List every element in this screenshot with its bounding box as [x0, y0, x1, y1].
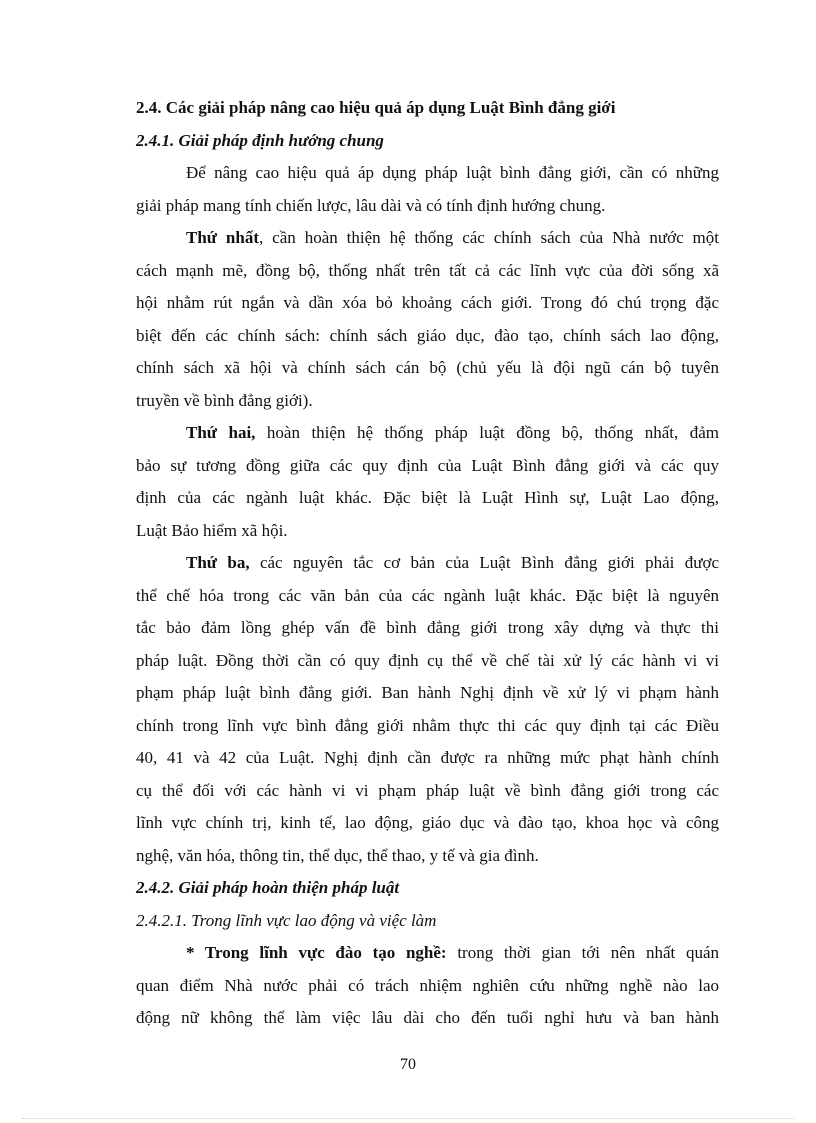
paragraph-line: phạm pháp luật bình đẳng giới. Ban hành Nghị định về xử lý vi phạm hành	[136, 683, 719, 702]
paragraph-line: quan điểm Nhà nước phải có trách nhiệm nghiên cứu những nghề nào lao	[136, 975, 719, 995]
paragraph-line: giải pháp mang tính chiến lược, lâu dài và có tính định hướng chung.	[136, 195, 606, 215]
document-page	[136, 92, 719, 1035]
training-paragraph	[136, 937, 719, 1035]
paragraph-line	[136, 937, 719, 970]
paragraph-line: biệt đến các chính sách: chính sách giáo dục, đào tạo, chính sách lao động,	[136, 325, 719, 345]
second-point-paragraph	[136, 417, 719, 547]
third-point-text: các nguyên tắc cơ bản của Luật Bình đẳng giới phải được	[249, 553, 719, 572]
paragraph-line: tắc bảo đảm lồng ghép vấn đề bình đẳng giới trong xây dựng và thực thi	[136, 618, 719, 637]
third-point-paragraph	[136, 547, 719, 872]
paragraph-line: 40, 41 và 42 của Luật. Nghị định cần được ra những mức phạt hành chính	[136, 748, 719, 767]
first-point-paragraph	[136, 222, 719, 417]
paragraph-line: Để nâng cao hiệu quả áp dụng pháp luật bình đẳng giới, cần có những	[186, 163, 719, 182]
training-lead: * Trong lĩnh vực đào tạo nghề:	[186, 943, 447, 962]
paragraph-line	[136, 547, 719, 580]
paragraph-line: cách mạnh mẽ, đồng bộ, thống nhất trên tất cả các lĩnh vực của đời sống xã	[136, 260, 719, 280]
subsubsection-heading-2-4-2-1: 2.4.2.1. Trong lĩnh vực lao động và việc làm	[136, 910, 437, 930]
first-point-lead: Thứ nhất	[186, 228, 259, 247]
page-bottom-divider	[22, 1118, 794, 1119]
page-number: 70	[400, 1056, 416, 1073]
paragraph-line: Luật Bảo hiểm xã hội.	[136, 520, 288, 540]
paragraph-line: truyền về bình đẳng giới).	[136, 390, 313, 410]
training-text: trong thời gian tới nên nhất quán	[446, 943, 719, 962]
paragraph-line: bảo sự tương đồng giữa các quy định của Luật Bình đẳng giới và các quy	[136, 455, 719, 475]
subsection-heading-2-4-2: 2.4.2. Giải pháp hoàn thiện pháp luật	[136, 878, 400, 897]
paragraph-line: chính trong lĩnh vực bình đẳng giới nhằm thực thi các quy định tại các Điều	[136, 715, 719, 735]
intro-paragraph	[136, 157, 719, 222]
paragraph-line: nghệ, văn hóa, thông tin, thể dục, thể thao, y tế và gia đình.	[136, 845, 539, 865]
paragraph-line: chính sách xã hội và chính sách cán bộ (chủ yếu là đội ngũ cán bộ tuyên	[136, 358, 719, 377]
paragraph-line: thể chế hóa trong các văn bản của các ngành luật khác. Đặc biệt là nguyên	[136, 585, 719, 605]
section-heading-2-4: 2.4. Các giải pháp nâng cao hiệu quả áp dụng Luật Bình đẳng giới	[136, 98, 616, 117]
third-point-lead: Thứ ba,	[186, 553, 250, 572]
paragraph-line: định của các ngành luật khác. Đặc biệt là Luật Hình sự, Luật Lao động,	[136, 488, 719, 507]
paragraph-line: pháp luật. Đồng thời cần có quy định cụ thể về chế tài xử lý các hành vi vi	[136, 650, 719, 670]
paragraph-line	[136, 222, 719, 255]
paragraph-line: hội nhằm rút ngắn và dần xóa bỏ khoảng cách giới. Trong đó chú trọng đặc	[136, 293, 719, 312]
paragraph-line: lĩnh vực chính trị, kinh tế, lao động, giáo dục và đào tạo, khoa học và công	[136, 813, 719, 832]
first-point-text: , cần hoàn thiện hệ thống các chính sách của Nhà nước một	[259, 228, 719, 247]
second-point-text: hoàn thiện hệ thống pháp luật đồng bộ, thống nhất, đảm	[255, 423, 719, 442]
second-point-lead: Thứ hai,	[186, 423, 256, 442]
paragraph-line: động nữ không thể làm việc lâu dài cho đến tuổi nghỉ hưu và ban hành	[136, 1008, 719, 1027]
subsection-heading-2-4-1: 2.4.1. Giải pháp định hướng chung	[136, 130, 384, 150]
paragraph-line: cụ thể đối với các hành vi vi phạm pháp luật về bình đẳng giới trong các	[136, 780, 719, 800]
paragraph-line	[136, 417, 719, 450]
